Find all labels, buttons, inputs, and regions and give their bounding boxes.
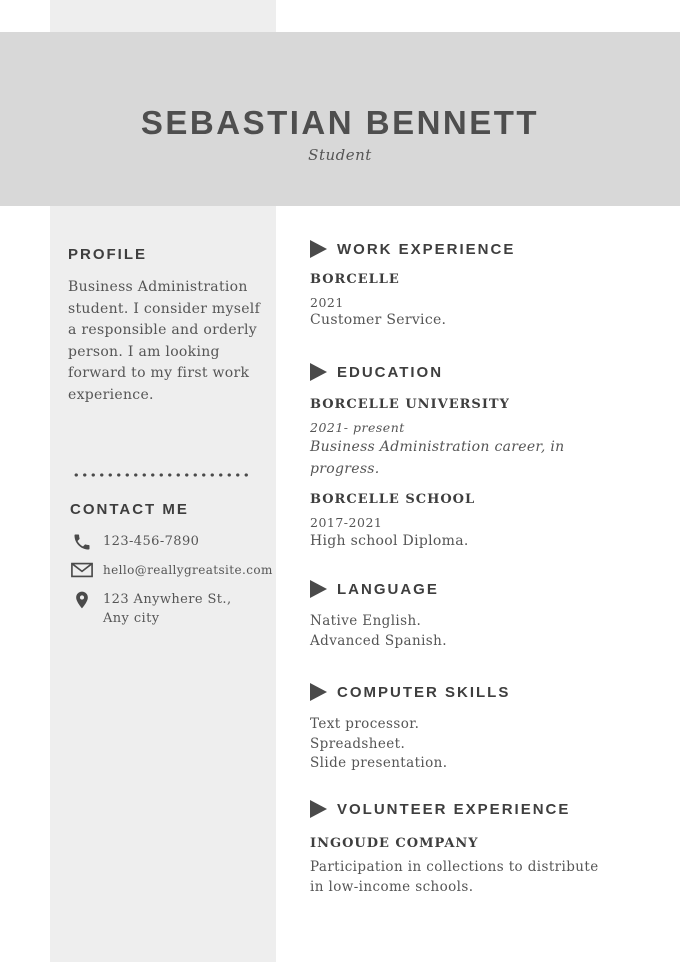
- contact-address: [103, 590, 231, 628]
- skill-item: Slide presentation.: [310, 755, 448, 771]
- education-description-2: High school Diploma.: [310, 533, 469, 549]
- contact-email: hello@reallygreatsite.com: [103, 563, 273, 577]
- section-title: EDUCATION: [337, 364, 444, 381]
- address-line-1: 123 Anywhere St.,: [103, 592, 232, 607]
- address-line-2: Any city: [103, 611, 160, 626]
- profile-heading: PROFILE: [68, 246, 148, 263]
- work-company: BORCELLE: [310, 272, 400, 287]
- candidate-role: Student: [308, 146, 372, 164]
- language-list: [310, 612, 610, 651]
- location-pin-icon: [72, 588, 92, 612]
- contact-heading: CONTACT ME: [70, 501, 189, 518]
- education-date-2: 2017-2021: [310, 515, 383, 530]
- section-title: COMPUTER SKILLS: [337, 684, 511, 701]
- candidate-name: SEBASTIAN BENNETT: [140, 104, 540, 141]
- language-item: Native English.: [310, 613, 422, 629]
- volunteer-description-text: Participation in collections to distribute in low-income schools.: [310, 859, 599, 895]
- dotted-divider: [72, 472, 250, 478]
- language-item: Advanced Spanish.: [310, 632, 447, 649]
- triangle-bullet-icon: [310, 800, 327, 818]
- education-school-1: BORCELLE UNIVERSITY: [310, 397, 510, 412]
- section-title: WORK EXPERIENCE: [337, 241, 516, 258]
- triangle-bullet-icon: [310, 240, 327, 258]
- education-school-2: BORCELLE SCHOOL: [310, 492, 476, 507]
- skill-item: Spreadsheet.: [310, 735, 406, 752]
- skill-item: Text processor.: [310, 716, 420, 732]
- education-date-1: 2021- present: [310, 420, 405, 435]
- section-title: VOLUNTEER EXPERIENCE: [337, 801, 571, 818]
- profile-text: Business Administration student. I consider myself a responsible and orderly person. I am looking forward to my first work experience.: [68, 279, 261, 403]
- education-description-1: Business Administration career, in progress.: [310, 439, 565, 477]
- triangle-bullet-icon: [310, 580, 327, 598]
- section-title: LANGUAGE: [337, 581, 439, 598]
- volunteer-company: INGOUDE COMPANY: [310, 836, 479, 851]
- contact-phone: 123-456-7890: [103, 534, 200, 549]
- phone-icon: [72, 532, 92, 552]
- mail-icon: [71, 560, 93, 580]
- triangle-bullet-icon: [310, 363, 327, 381]
- triangle-bullet-icon: [310, 683, 327, 701]
- work-description: Customer Service.: [310, 312, 447, 328]
- volunteer-description: [310, 858, 600, 897]
- work-date: 2021: [310, 295, 344, 310]
- computer-skills-list: [310, 715, 610, 774]
